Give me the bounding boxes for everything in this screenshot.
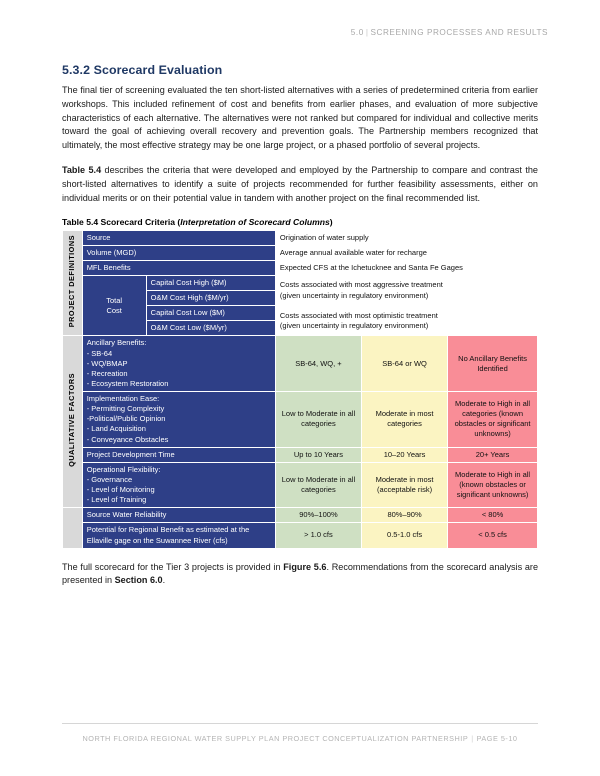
section-reference-bold: Section 6.0: [114, 575, 163, 586]
criterion-implementation-ease-bullet-3: - Land Acquisition: [86, 424, 146, 434]
criterion-implementation-ease-bullet-1: - Permitting Complexity: [86, 404, 165, 414]
group-label-qualitative-factors-text: QUALITATIVE FACTORS: [67, 373, 77, 468]
criterion-ancillary-benefits: [82, 336, 275, 392]
criterion-capital-cost-high: Capital Cost High ($M): [146, 275, 275, 290]
table-row: [63, 245, 538, 260]
criterion-source-water-reliability: Source Water Reliability: [82, 508, 275, 523]
criterion-total-cost-line2: Cost: [106, 305, 122, 315]
criterion-operational-flexibility: [82, 462, 275, 508]
definition-source: Origination of water supply: [275, 230, 537, 245]
criterion-total-cost: [82, 275, 146, 336]
page-content: [62, 63, 538, 599]
rating-red-ancillary-benefits: No Ancillary Benefits Identified: [448, 336, 538, 392]
group-label-project-definitions-text: PROJECT DEFINITIONS: [67, 235, 77, 328]
criterion-source: Source: [82, 230, 275, 245]
table-caption-main: Table 5.4 Scorecard Criteria (: [62, 216, 181, 227]
rating-green-implementation-ease: Low to Moderate in all categories: [275, 392, 361, 448]
criterion-implementation-ease-bullet-4: - Conveyance Obstacles: [86, 434, 169, 444]
criterion-operational-flexibility-title: Operational Flexibility:: [86, 464, 161, 474]
criterion-ancillary-benefits-title: Ancillary Benefits:: [86, 338, 147, 348]
rating-green-operational-flexibility: Low to Moderate in all categories: [275, 462, 361, 508]
paragraph-closing-mid: . Recommendations from the scorecard analysis are presented in: [62, 561, 538, 586]
criterion-ancillary-benefits-bullet-2: - WQ/BMAP: [86, 358, 128, 368]
running-header: [351, 28, 548, 37]
rating-red-operational-flexibility: Moderate to High in all (known obstacles or significant unknowns): [448, 462, 538, 508]
footer-plan-name: NORTH FLORIDA REGIONAL WATER SUPPLY PLAN PROJECT CONCEPTUALIZATION PARTNERSHIP: [82, 734, 469, 743]
rating-red-regional-benefit: < 0.5 cfs: [448, 523, 538, 548]
paragraph-closing-end: .: [162, 575, 166, 586]
criterion-ancillary-benefits-bullet-1: - SB-64: [86, 348, 113, 358]
definition-cost-low-line2: (given uncertainty in regulatory environment): [279, 320, 429, 330]
table-caption-close: ): [329, 216, 333, 227]
table-caption-italic: Interpretation of Scorecard Columns: [180, 216, 330, 227]
table-row: [63, 508, 538, 523]
criterion-project-development-time: Project Development Time: [82, 447, 275, 462]
definition-cost-high: [275, 275, 537, 305]
rating-yellow-source-water-reliability: 80%–90%: [362, 508, 448, 523]
definition-mfl-benefits: Expected CFS at the Ichetucknee and Santa Fe Gages: [275, 260, 537, 275]
criterion-operational-flexibility-bullet-2: - Level of Monitoring: [86, 485, 155, 494]
figure-reference-bold: Figure 5.6: [283, 561, 327, 572]
definition-cost-low-line1: Costs associated with most optimistic treatment: [279, 310, 438, 320]
rating-green-ancillary-benefits: SB-64, WQ, +: [275, 336, 361, 392]
footer-separator: |: [471, 734, 474, 743]
table-reference-bold: Table 5.4: [62, 165, 102, 176]
header-section-name: SCREENING PROCESSES AND RESULTS: [370, 28, 548, 37]
criterion-capital-cost-low: Capital Cost Low ($M): [146, 306, 275, 321]
criterion-implementation-ease: [82, 392, 275, 448]
rating-yellow-operational-flexibility: Moderate in most (acceptable risk): [362, 462, 448, 508]
table-row: [63, 523, 538, 548]
rating-red-project-development-time: 20+ Years: [448, 447, 538, 462]
paragraph-table-intro-rest: describes the criteria that were developed and employed by the Partnership to compare and contrast the short-listed alternatives to identify a suite of projects recommended for further feasibility assessments, either on individual merits or on their potential value in tandem with another project on the final recommended list.: [62, 165, 538, 203]
rating-yellow-project-development-time: 10–20 Years: [362, 447, 448, 462]
footer-page-number: PAGE 5-10: [476, 734, 518, 743]
criterion-total-cost-line1: Total: [106, 295, 123, 305]
rating-yellow-ancillary-benefits: SB-64 or WQ: [362, 336, 448, 392]
rating-red-implementation-ease: Moderate to High in all categories (known obstacles or significant unknowns): [448, 392, 538, 448]
table-row: [63, 447, 538, 462]
header-section-number: 5.0: [350, 28, 364, 37]
criterion-om-cost-low: O&M Cost Low ($M/yr): [146, 321, 275, 336]
table-row: [63, 336, 538, 392]
criterion-regional-benefit: Potential for Regional Benefit as estimated at the Ellaville gage on the Suwannee River (cfs): [82, 523, 275, 548]
table-row: [63, 230, 538, 245]
table-row: [63, 462, 538, 508]
criterion-implementation-ease-bullet-2: -Political/Public Opinion: [86, 414, 166, 424]
group-label-blank: [63, 508, 83, 548]
page-footer: [0, 734, 600, 743]
criterion-volume: Volume (MGD): [82, 245, 275, 260]
table-caption: [62, 217, 538, 227]
criterion-implementation-ease-title: Implementation Ease:: [86, 394, 160, 403]
rating-yellow-regional-benefit: 0.5-1.0 cfs: [362, 523, 448, 548]
table-row: [63, 392, 538, 448]
rating-yellow-implementation-ease: Moderate in most categories: [362, 392, 448, 448]
footer-divider: [62, 723, 538, 724]
criterion-operational-flexibility-bullet-1: - Governance: [86, 474, 133, 484]
definition-cost-high-line1: Costs associated with most aggressive treatment: [279, 280, 443, 290]
criterion-om-cost-high: O&M Cost High ($M/yr): [146, 291, 275, 306]
table-row: [63, 275, 538, 290]
criterion-ancillary-benefits-bullet-3: - Recreation: [86, 368, 128, 378]
rating-red-source-water-reliability: < 80%: [448, 508, 538, 523]
header-separator: |: [365, 28, 369, 37]
criterion-ancillary-benefits-bullet-4: - Ecosystem Restoration: [86, 378, 169, 388]
scorecard-criteria-table: [62, 230, 538, 549]
rating-green-source-water-reliability: 90%–100%: [275, 508, 361, 523]
criterion-operational-flexibility-bullet-3: - Level of Training: [86, 495, 147, 505]
paragraph-intro: The final tier of screening evaluated the ten short-listed alternatives with a series of predetermined criteria from earlier workshops. This included refinement of cost and benefits from earlier phases, and evaluation of more subjective characteristics of each alternative. The alternatives were not ranked but compared for individual and collective merits toward the goal of achieving overall recovery and prevention goals. The Partnership members recognized that ultimately, the most effective strategy may be one large project, or a phased portfolio of several projects.: [62, 85, 538, 151]
rating-green-project-development-time: Up to 10 Years: [275, 447, 361, 462]
definition-cost-low: [275, 306, 537, 336]
paragraph-closing: [62, 561, 538, 589]
group-label-qualitative-factors: [63, 336, 83, 508]
criterion-mfl-benefits: MFL Benefits: [82, 260, 275, 275]
page-title: 5.3.2 Scorecard Evaluation: [62, 63, 223, 77]
definition-cost-high-line2: (given uncertainty in regulatory environment): [279, 290, 429, 300]
rating-green-regional-benefit: > 1.0 cfs: [275, 523, 361, 548]
definition-volume: Average annual available water for recharge: [275, 245, 537, 260]
group-label-project-definitions: [63, 230, 83, 336]
paragraph-table-intro: [62, 164, 538, 205]
paragraph-closing-pre: The full scorecard for the Tier 3 projects is provided in: [62, 561, 284, 572]
table-row: [63, 260, 538, 275]
